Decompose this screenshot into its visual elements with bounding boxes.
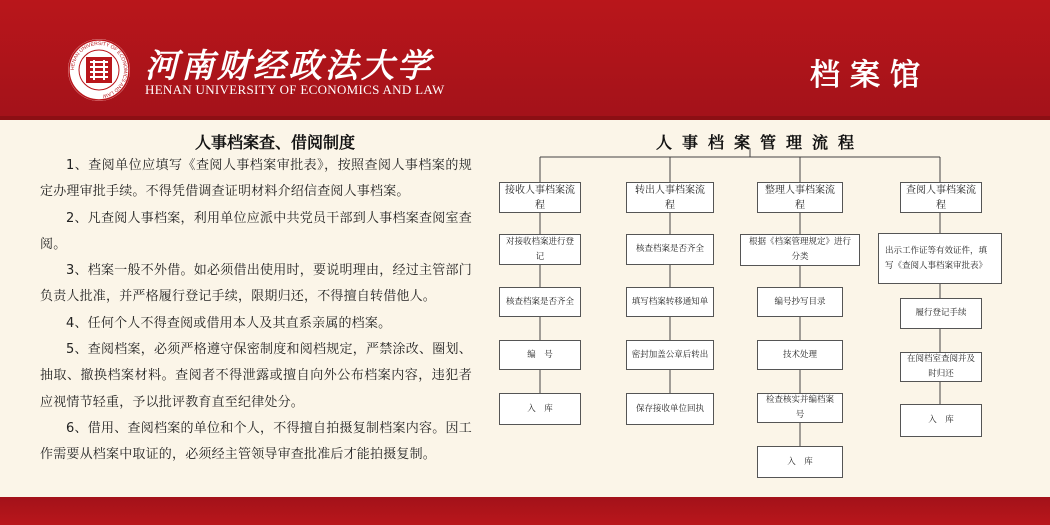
department-title: 档案馆 (810, 58, 930, 93)
university-seal-icon (66, 37, 132, 103)
flow-head-consult: 查阅人事档案流程 (900, 182, 982, 213)
flow-head-transfer: 转出人事档案流程 (626, 182, 714, 213)
university-name-en: HENAN UNIVERSITY OF ECONOMICS AND LAW (145, 82, 445, 97)
flow-step: 保存接收单位回执 (626, 393, 714, 425)
rule-item: 5、查阅档案，必须严格遵守保密制度和阅档规定，严禁涂改、圈划、抽取、撤换档案材料。查阅者不得泄露或擅自向外公布档案内容，违犯者应视情节轻重，予以批评教育直至纪律处分。 (40, 342, 472, 410)
flow-step: 履行登记手续 (900, 298, 982, 329)
flow-step: 技术处理 (757, 340, 843, 370)
flow-step: 出示工作证等有效证件，填写《查阅人事档案审批表》 (878, 233, 1002, 284)
rule-item: 3、档案一般不外借。如必须借出使用时，要说明理由，经过主管部门负责人批准，并严格履行登记手续，限期归还，不得擅自转借他人。 (40, 263, 472, 305)
flow-step: 入 库 (900, 404, 982, 437)
flow-step: 在阅档室查阅并及时归还 (900, 352, 982, 382)
flow-step: 编号抄写目录 (757, 287, 843, 317)
flow-head-organize: 整理人事档案流程 (757, 182, 843, 213)
rule-item: 6、借用、查阅档案的单位和个人，不得擅自拍摄复制档案内容。因工作需要从档案中取证的，必须经主管领导审查批准后才能拍摄复制。 (40, 420, 472, 463)
rules-title: 人事档案查、借阅制度 (194, 133, 355, 152)
flow-step: 根据《档案管理规定》进行分类 (740, 234, 860, 266)
rule-item: 1、查阅单位应填写《查阅人事档案审批表》，按照查阅人事档案的规定办理审批手续。不得凭借调查证明材料介绍信查阅人事档案。 (40, 158, 472, 200)
flow-step: 入 库 (757, 446, 843, 478)
footer-banner (0, 497, 1050, 525)
flow-step: 核查档案是否齐全 (626, 234, 714, 265)
rules-list (40, 153, 472, 469)
flow-step: 编 号 (499, 340, 581, 370)
rule-item: 4、任何个人不得查阅或借用本人及其直系亲属的档案。 (66, 315, 392, 331)
flow-step: 填写档案转移通知单 (626, 287, 714, 317)
flow-step: 密封加盖公章后转出 (626, 340, 714, 370)
flow-step: 检查核实并编档案号 (757, 393, 843, 423)
flow-step: 对接收档案进行登记 (499, 234, 581, 265)
flow-title: 人事档案管理流程 (655, 133, 864, 152)
header-divider (0, 116, 1050, 120)
flow-step: 核查档案是否齐全 (499, 287, 581, 317)
flow-head-receive: 接收人事档案流程 (499, 182, 581, 213)
rule-item: 2、凡查阅人事档案，利用单位应派中共党员干部到人事档案查阅室查阅。 (40, 210, 472, 252)
flow-step: 入 库 (499, 393, 581, 425)
svg-text:HENAN UNIVERSITY OF ECONOMICS: HENAN UNIVERSITY OF ECONOMICS AND LAW (69, 40, 129, 99)
university-name-cn: 河南财经政法大学 (145, 46, 433, 85)
